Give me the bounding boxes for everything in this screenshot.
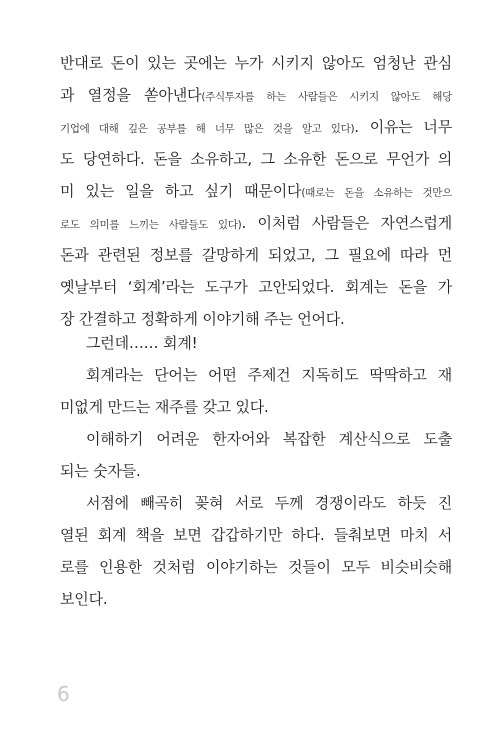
paragraph-money-and-accounting	[60, 47, 452, 335]
body-text: 미 있는 일을 하고 싶기 때문이다	[60, 182, 302, 200]
body-text: 되는 숫자들.	[60, 462, 141, 480]
body-text: 미없게 만드는 재주를 갖고 있다.	[60, 398, 269, 416]
parenthetical-note: (때로는 돈을 소유하는 것만으	[301, 187, 452, 199]
body-text: 서점에 빼곡히 꽂혀 서로 두께 경쟁이라도 하듯 진	[86, 494, 452, 512]
text-line	[60, 359, 452, 391]
text-line	[60, 519, 452, 551]
body-text: 회계라는 단어는 어떤 주제건 지독히도 딱딱하고 재	[86, 366, 452, 384]
parenthetical-note: 기업에 대해 깊은 공부를 해 너무 많은 것을 알고 있다)	[60, 123, 355, 135]
parenthetical-note: 로도 의미를 느끼는 사람들도 있다)	[60, 219, 242, 231]
text-line	[60, 327, 452, 359]
text-line	[60, 111, 452, 143]
body-text: 보인다.	[60, 590, 108, 608]
text-line	[60, 239, 452, 271]
body-text: 장 간결하고 정확하게 이야기해 주는 언어다.	[60, 310, 345, 328]
text-line	[60, 551, 452, 583]
body-text: 돈과 관련된 정보를 갈망하게 되었고, 그 필요에 따라 먼	[60, 246, 452, 264]
body-text: . 이처럼 사람들은 자연스럽게	[241, 214, 453, 232]
parenthetical-note: (주식투자를 하는 사람들은 시키지 않아도 해당	[201, 91, 452, 103]
body-text: 반대로 돈이 있는 곳에는 누가 시키지 않아도 엄청난 관심	[60, 54, 452, 72]
page-number: 6	[57, 682, 70, 706]
text-line	[60, 583, 452, 615]
text-line	[60, 271, 452, 303]
text-line	[60, 391, 452, 423]
body-text: 열된 회계 책을 보면 갑갑하기만 하다. 들춰보면 마치 서	[60, 526, 452, 544]
body-text: . 이유는 너무	[354, 118, 452, 136]
text-line	[60, 143, 452, 175]
text-line	[60, 79, 452, 111]
text-line	[60, 487, 452, 519]
text-line	[60, 175, 452, 207]
body-text: 그런데…… 회계!	[86, 334, 198, 352]
text-line	[60, 455, 452, 487]
body-text: 과 열정을 쏟아낸다	[60, 86, 202, 104]
text-line	[60, 423, 452, 455]
text-line	[60, 207, 452, 239]
paragraph-accounting-difficulty	[60, 327, 452, 615]
body-text: 도 당연하다. 돈을 소유하고, 그 소유한 돈으로 무언가 의	[60, 150, 452, 168]
body-text: 옛날부터 ‘회계’라는 도구가 고안되었다. 회계는 돈을 가	[60, 278, 452, 296]
body-text: 로를 인용한 것처럼 이야기하는 것들이 모두 비슷비슷해	[60, 558, 452, 576]
text-line	[60, 47, 452, 79]
body-text: 이해하기 어려운 한자어와 복잡한 계산식으로 도출	[86, 430, 452, 448]
